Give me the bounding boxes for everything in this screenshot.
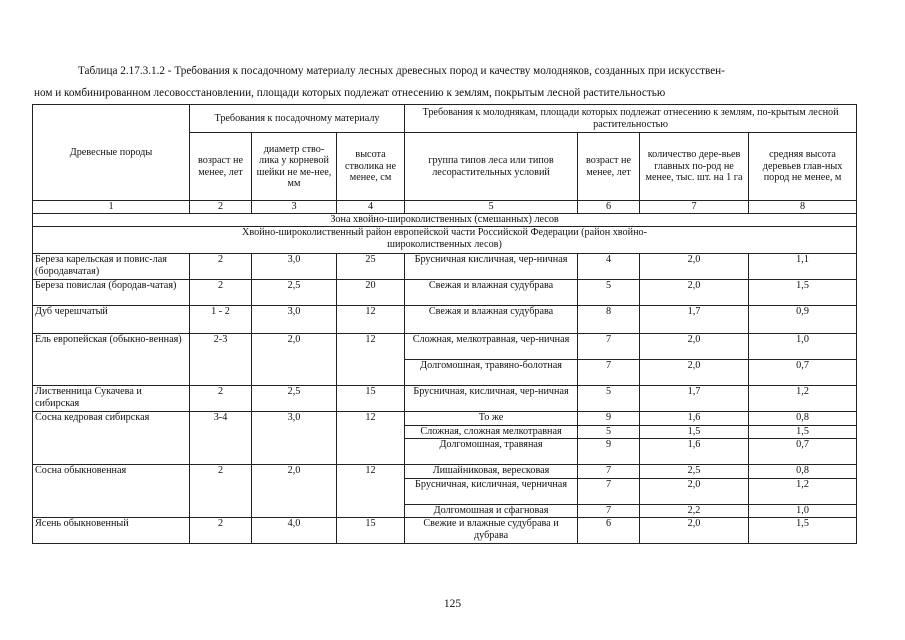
avg-height: 1,2 — [749, 386, 857, 412]
avg-height: 0,9 — [749, 306, 857, 334]
young-age: 7 — [578, 334, 640, 360]
column-number: 2 — [190, 201, 252, 214]
stem-diameter: 3,0 — [252, 254, 337, 280]
zone-row: Зона хвойно-широколиственных (смешанных) лесов — [33, 214, 857, 227]
tree-count: 1,7 — [640, 306, 749, 334]
forest-type: Брусничная, кисличная, чер-ничная — [405, 386, 578, 412]
species-name: Ясень обыкновенный — [33, 518, 190, 544]
planting-age: 1 - 2 — [190, 306, 252, 334]
avg-height: 1,2 — [749, 479, 857, 505]
table-row — [33, 412, 857, 426]
young-age: 8 — [578, 306, 640, 334]
species-name: Дуб черешчатый — [33, 306, 190, 334]
stem-diameter: 4,0 — [252, 518, 337, 544]
header-diameter: диаметр ство-лика у корневой шейки не ме-нее, мм — [252, 133, 337, 201]
young-age: 5 — [578, 280, 640, 306]
column-number: 3 — [252, 201, 337, 214]
forest-type: Сложная, мелкотравная, чер-ничная — [405, 334, 578, 360]
caption-line-2: ном и комбинированном лесовосстановлении, площади которых подлежат отнесению к землям, покрытым лесной растительностью — [34, 87, 666, 99]
avg-height: 1,1 — [749, 254, 857, 280]
avg-height: 1,5 — [749, 426, 857, 439]
header-forest-type: группа типов леса или типов лесорастительных условий — [405, 133, 578, 201]
column-number: 4 — [337, 201, 405, 214]
tree-count: 2,0 — [640, 334, 749, 360]
forest-type: Брусничная, кисличная, черничная — [405, 479, 578, 505]
avg-height: 1,5 — [749, 518, 857, 544]
planting-age: 2 — [190, 518, 252, 544]
stem-height: 20 — [337, 280, 405, 306]
region-row: Хвойно-широколиственный район европейской части Российской Федерации (район хвойно-широколиственных лесов) — [33, 227, 857, 254]
forest-type: Долгомошная, травяная — [405, 439, 578, 465]
stem-diameter: 2,5 — [252, 386, 337, 412]
forest-type: То же — [405, 412, 578, 426]
table-row — [33, 465, 857, 479]
caption-line-1: Таблица 2.17.3.1.2 - Требования к посадочному материалу лесных древесных пород и качеству молодняков, созданных при искусствен- — [78, 65, 725, 77]
species-name: Береза повислая (бородав-чатая) — [33, 280, 190, 306]
table-row — [33, 518, 857, 544]
avg-height: 1,0 — [749, 334, 857, 360]
header-tree-count: количество дере-вьев главных по-род не менее, тыс. шт. на 1 га — [640, 133, 749, 201]
young-age: 7 — [578, 505, 640, 518]
young-age: 7 — [578, 479, 640, 505]
stem-diameter: 2,5 — [252, 280, 337, 306]
species-name: Лиственница Сукачева и сибирская — [33, 386, 190, 412]
avg-height: 0,8 — [749, 412, 857, 426]
tree-count: 2,0 — [640, 518, 749, 544]
avg-height: 0,7 — [749, 439, 857, 465]
table-row — [33, 306, 857, 334]
tree-count: 2,5 — [640, 465, 749, 479]
forest-type: Свежие и влажные судубрава и дубрава — [405, 518, 578, 544]
planting-age: 2 — [190, 254, 252, 280]
column-number: 5 — [405, 201, 578, 214]
header-young-group: Требования к молоднякам, площади которых подлежат отнесению к землям, по-крытым лесной растительностью — [405, 105, 857, 133]
tree-count: 1,6 — [640, 412, 749, 426]
column-number: 6 — [578, 201, 640, 214]
species-name: Сосна обыкновенная — [33, 465, 190, 518]
header-age-young: возраст не менее, лет — [578, 133, 640, 201]
young-age: 5 — [578, 426, 640, 439]
table-row — [33, 280, 857, 306]
header-avg-height: средняя высота деревьев глав-ных пород не менее, м — [749, 133, 857, 201]
stem-height: 15 — [337, 386, 405, 412]
avg-height: 0,7 — [749, 360, 857, 386]
tree-count: 2,0 — [640, 360, 749, 386]
requirements-table — [32, 104, 857, 544]
avg-height: 0,8 — [749, 465, 857, 479]
species-name: Береза карельская и повис-лая (бородавчатая) — [33, 254, 190, 280]
header-species: Древесные породы — [33, 105, 190, 201]
stem-height: 12 — [337, 334, 405, 386]
forest-type: Свежая и влажная судубрава — [405, 280, 578, 306]
stem-height: 12 — [337, 412, 405, 465]
tree-count: 2,0 — [640, 280, 749, 306]
species-name: Ель европейская (обыкно-венная) — [33, 334, 190, 386]
species-name: Сосна кедровая сибирская — [33, 412, 190, 465]
stem-height: 15 — [337, 518, 405, 544]
young-age: 5 — [578, 386, 640, 412]
table-row — [33, 334, 857, 360]
young-age: 9 — [578, 439, 640, 465]
column-number: 8 — [749, 201, 857, 214]
young-age: 6 — [578, 518, 640, 544]
tree-count: 2,2 — [640, 505, 749, 518]
stem-diameter: 2,0 — [252, 465, 337, 518]
stem-height: 12 — [337, 465, 405, 518]
stem-height: 12 — [337, 306, 405, 334]
young-age: 7 — [578, 465, 640, 479]
table-row — [33, 254, 857, 280]
forest-type: Сложная, сложная мелкотравная — [405, 426, 578, 439]
planting-age: 2 — [190, 280, 252, 306]
young-age: 7 — [578, 360, 640, 386]
column-number: 7 — [640, 201, 749, 214]
planting-age: 2 — [190, 465, 252, 518]
planting-age: 3-4 — [190, 412, 252, 465]
forest-type: Свежая и влажная судубрава — [405, 306, 578, 334]
forest-type: Брусничная кисличная, чер-ничная — [405, 254, 578, 280]
young-age: 9 — [578, 412, 640, 426]
header-age-planting: возраст не менее, лет — [190, 133, 252, 201]
table-row — [33, 386, 857, 412]
planting-age: 2-3 — [190, 334, 252, 386]
avg-height: 1,0 — [749, 505, 857, 518]
forest-type: Лишайниковая, вересковая — [405, 465, 578, 479]
stem-diameter: 3,0 — [252, 412, 337, 465]
column-number: 1 — [33, 201, 190, 214]
stem-height: 25 — [337, 254, 405, 280]
page-number: 125 — [443, 598, 462, 610]
forest-type: Долгомошная, травяно-болотная — [405, 360, 578, 386]
avg-height: 1,5 — [749, 280, 857, 306]
forest-type: Долгомошная и сфагновая — [405, 505, 578, 518]
header-height-planting: высота стволика не менее, см — [337, 133, 405, 201]
tree-count: 2,0 — [640, 254, 749, 280]
young-age: 4 — [578, 254, 640, 280]
stem-diameter: 3,0 — [252, 306, 337, 334]
header-planting-group: Требования к посадочному материалу — [190, 105, 405, 133]
tree-count: 1,6 — [640, 439, 749, 465]
planting-age: 2 — [190, 386, 252, 412]
tree-count: 1,7 — [640, 386, 749, 412]
table-caption — [34, 60, 874, 104]
tree-count: 2,0 — [640, 479, 749, 505]
tree-count: 1,5 — [640, 426, 749, 439]
stem-diameter: 2,0 — [252, 334, 337, 386]
